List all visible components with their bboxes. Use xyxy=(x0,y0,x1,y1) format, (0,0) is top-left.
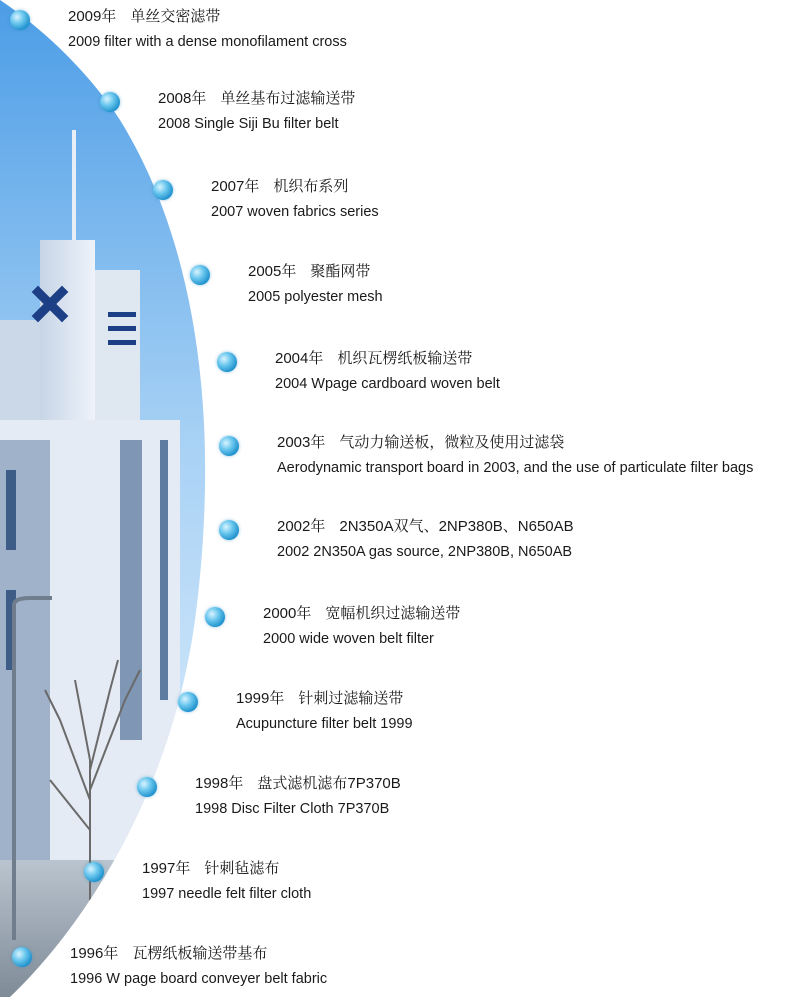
blue-sphere-icon xyxy=(84,862,104,882)
entry-title-en: 2002 2N350A gas source, 2NP380B, N650AB xyxy=(277,544,573,560)
blue-sphere-icon xyxy=(217,352,237,372)
blue-sphere-icon xyxy=(219,436,239,456)
entry-title xyxy=(263,602,460,623)
entry-title-cn: 单丝交密滤带 xyxy=(130,8,221,25)
entry-title xyxy=(248,260,370,281)
entry-title xyxy=(277,515,574,536)
entry-title xyxy=(68,5,220,26)
entry-title xyxy=(142,857,279,878)
entry-title-en: 2000 wide woven belt filter xyxy=(263,631,434,647)
entry-title-cn: 宽幅机织过滤输送带 xyxy=(325,605,461,622)
entry-title xyxy=(70,942,267,963)
blue-sphere-icon xyxy=(190,265,210,285)
blue-sphere-icon xyxy=(12,947,32,967)
entry-title xyxy=(277,431,564,452)
entry-title-en: 2004 Wpage cardboard woven belt xyxy=(275,376,500,392)
entry-title-cn: 盘式滤机滤布7P370B xyxy=(257,775,401,792)
entry-title-cn: 机织瓦楞纸板输送带 xyxy=(337,350,473,367)
entry-title-en: 1998 Disc Filter Cloth 7P370B xyxy=(195,801,390,817)
entry-title xyxy=(195,772,401,793)
blue-sphere-icon xyxy=(137,777,157,797)
entry-year: 2000年 xyxy=(263,605,312,622)
entry-title-cn: 瓦楞纸板输送带基布 xyxy=(132,945,268,962)
entry-title-cn: 针刺过滤输送带 xyxy=(298,690,404,707)
entry-year: 2008年 xyxy=(158,90,207,107)
entry-title-en: 2009 filter with a dense monofilament cross xyxy=(68,34,347,50)
entry-title-en: 2007 woven fabrics series xyxy=(211,204,379,220)
entry-year: 1999年 xyxy=(236,690,285,707)
entry-title-cn: 气动力输送板，微粒及使用过滤袋 xyxy=(339,434,565,451)
entry-title-cn: 机织布系列 xyxy=(273,178,349,195)
entry-year: 1996年 xyxy=(70,945,119,962)
entry-title-en: 2005 polyester mesh xyxy=(248,289,383,305)
entry-title-en: 1996 W page board conveyer belt fabric xyxy=(70,971,328,987)
entry-title-cn: 2N350A双气、2NP380B、N650AB xyxy=(339,518,574,535)
entry-title-en: Aerodynamic transport board in 2003, and the use of particulate filter bags xyxy=(277,460,754,476)
entry-year: 2007年 xyxy=(211,178,260,195)
entry-title-cn: 针刺毡滤布 xyxy=(204,860,280,877)
blue-sphere-icon xyxy=(153,180,173,200)
blue-sphere-icon xyxy=(219,520,239,540)
entry-title-cn: 聚酯网带 xyxy=(310,263,371,280)
entry-year: 2004年 xyxy=(275,350,324,367)
entry-year: 2005年 xyxy=(248,263,297,280)
entry-title-en: 2008 Single Siji Bu filter belt xyxy=(158,116,339,132)
entry-title xyxy=(158,87,355,108)
entry-year: 2009年 xyxy=(68,8,117,25)
entry-year: 1997年 xyxy=(142,860,191,877)
entry-title xyxy=(275,347,472,368)
entry-title-en: 1997 needle felt filter cloth xyxy=(142,886,312,902)
blue-sphere-icon xyxy=(100,92,120,112)
entry-title xyxy=(211,175,348,196)
entry-year: 1998年 xyxy=(195,775,244,792)
blue-sphere-icon xyxy=(178,692,198,712)
blue-sphere-icon xyxy=(205,607,225,627)
blue-sphere-icon xyxy=(10,10,30,30)
entry-title-en: Acupuncture filter belt 1999 xyxy=(236,716,413,732)
entry-title-cn: 单丝基布过滤输送带 xyxy=(220,90,356,107)
entry-year: 2002年 xyxy=(277,518,326,535)
entry-title xyxy=(236,687,403,708)
entry-year: 2003年 xyxy=(277,434,326,451)
